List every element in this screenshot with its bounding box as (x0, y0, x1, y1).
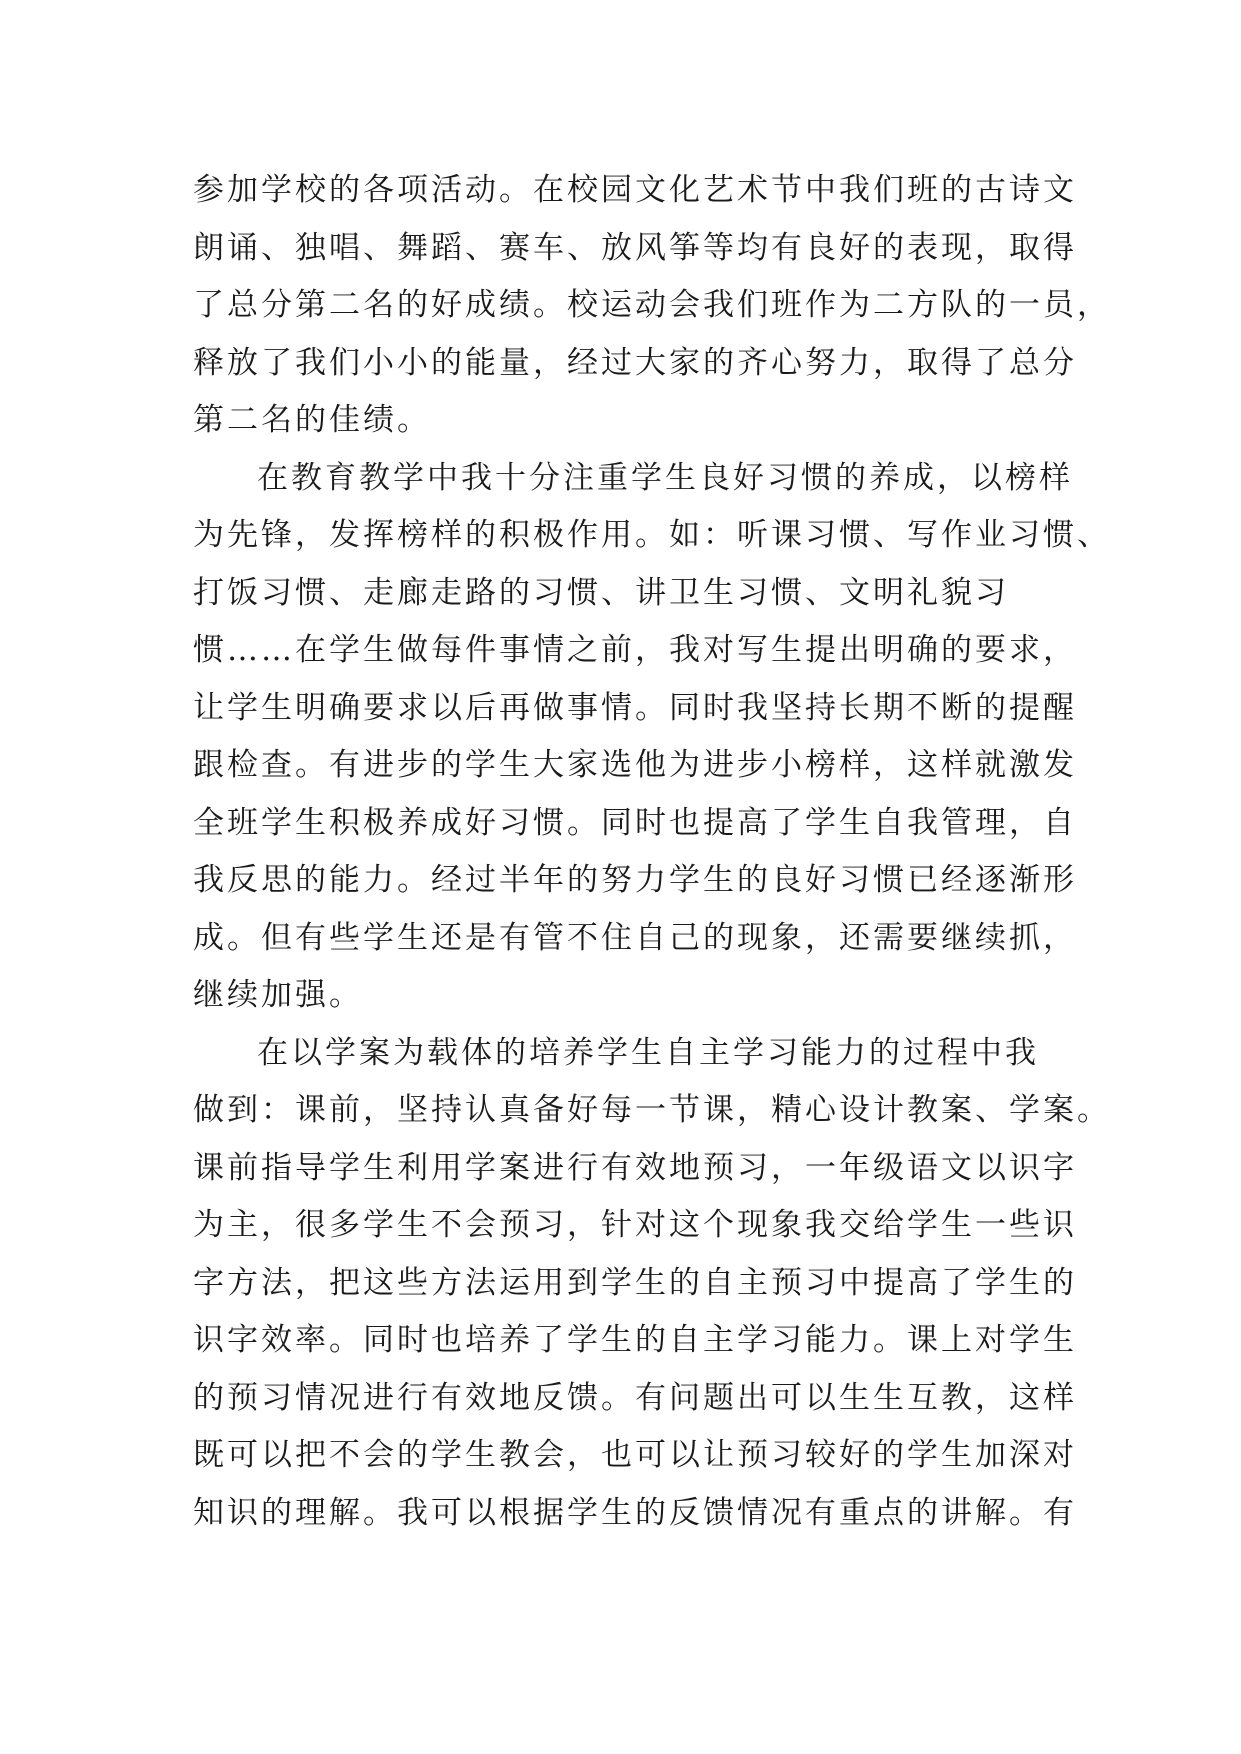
text-line: 我反思的能力。经过半年的努力学生的良好习惯已经逐渐形 (193, 862, 1077, 898)
text-line: 既可以把不会的学生教会，也可以让预习较好的学生加深对 (193, 1437, 1077, 1473)
text-line: 让学生明确要求以后再做事情。同时我坚持长期不断的提醒 (193, 689, 1077, 726)
text-line: 为先锋，发挥榜样的积极作用。如：听课习惯、写作业习惯、 (193, 517, 1111, 553)
text-line: 做到：课前，坚持认真备好每一节课，精心设计教案、学案。 (193, 1092, 1111, 1128)
text-line: 字方法，把这些方法运用到学生的自主预习中提高了学生的 (193, 1264, 1077, 1301)
text-line: 第二名的佳绩。 (193, 402, 431, 438)
text-line: 释放了我们小小的能量，经过大家的齐心努力，取得了总分 (193, 344, 1077, 381)
paragraph-start-line: 在教育教学中我十分注重学生良好习惯的养成，以榜样 (257, 459, 1073, 496)
body-text (193, 162, 1111, 1542)
text-line: 朗诵、独唱、舞蹈、赛车、放风筝等均有良好的表现，取得 (193, 229, 1077, 266)
text-line: 打饭习惯、走廊走路的习惯、讲卫生习惯、文明礼貌习 (193, 574, 1009, 611)
text-line: 全班学生积极养成好习惯。同时也提高了学生自我管理，自 (193, 804, 1077, 841)
text-line: 惯……在学生做每件事情之前，我对写生提出明确的要求， (193, 632, 1077, 668)
text-line: 的预习情况进行有效地反馈。有问题出可以生生互教，这样 (193, 1379, 1077, 1416)
text-line: 知识的理解。我可以根据学生的反馈情况有重点的讲解。有 (193, 1494, 1077, 1531)
text-line: 继续加强。 (193, 977, 363, 1013)
text-line: 识字效率。同时也培养了学生的自主学习能力。课上对学生 (193, 1322, 1077, 1358)
text-line: 课前指导学生利用学案进行有效地预习，一年级语文以识字 (193, 1149, 1077, 1186)
text-line: 跟检查。有进步的学生大家选他为进步小榜样，这样就激发 (193, 747, 1077, 783)
paragraph-start-line: 在以学案为载体的培养学生自主学习能力的过程中我 (257, 1034, 1039, 1071)
text-line: 参加学校的各项活动。在校园文化艺术节中我们班的古诗文 (193, 172, 1077, 208)
text-line: 了总分第二名的好成绩。校运动会我们班作为二方队的一员， (193, 287, 1111, 323)
text-line: 成。但有些学生还是有管不住自己的现象，还需要继续抓， (193, 919, 1077, 956)
text-line: 为主，很多学生不会预习，针对这个现象我交给学生一些识 (193, 1207, 1077, 1243)
